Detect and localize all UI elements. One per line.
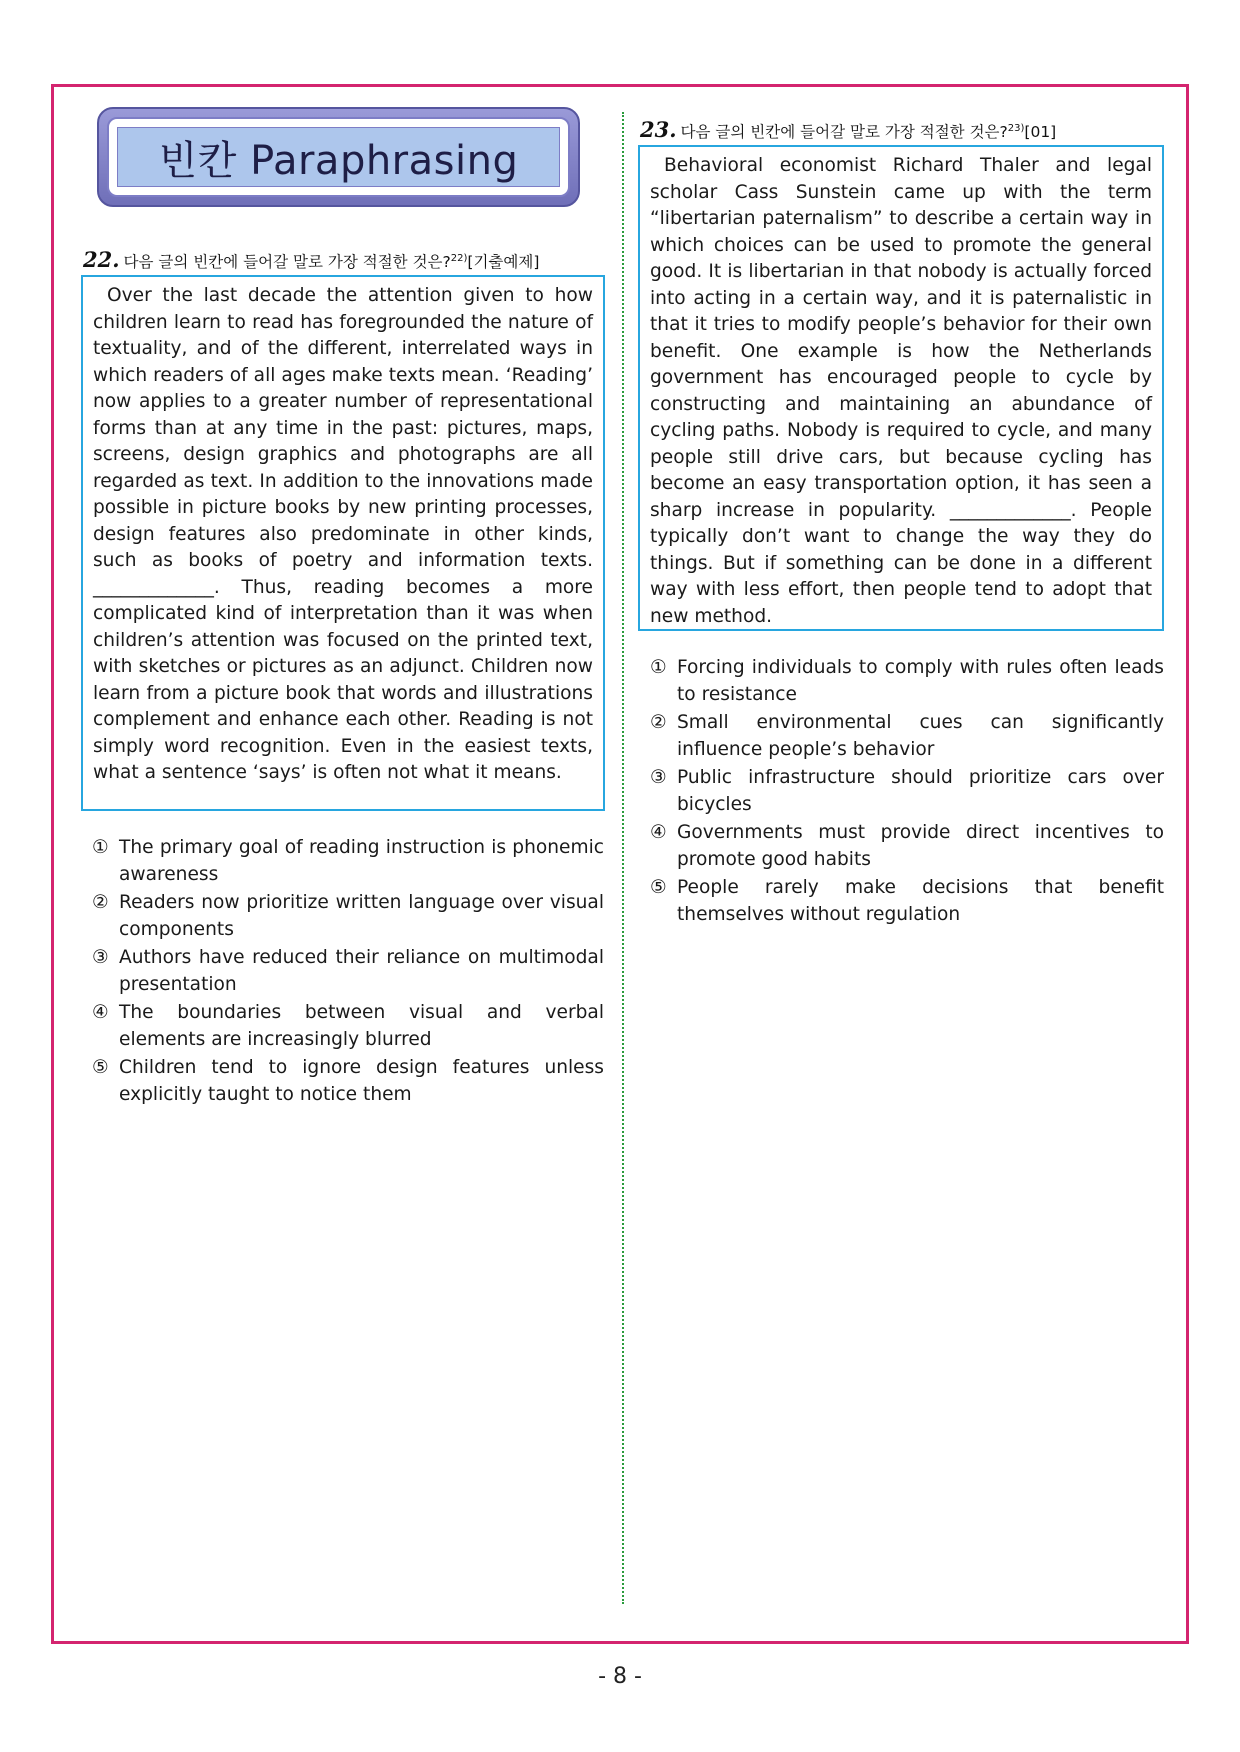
choice-text: Authors have reduced their reliance on multimodal presentation <box>119 947 604 995</box>
choice-2[interactable] <box>92 889 604 943</box>
question-number: 22. <box>83 247 120 272</box>
choice-mark: ② <box>650 712 667 733</box>
choice-text: Governments must provide direct incentives to promote good habits <box>677 822 1164 870</box>
choice-2[interactable] <box>650 709 1164 763</box>
choice-text: Children tend to ignore design features unless explicitly taught to notice them <box>119 1057 604 1105</box>
question-23-choices <box>650 654 1164 929</box>
choice-mark: ③ <box>92 947 109 968</box>
choice-mark: ③ <box>650 767 667 788</box>
choice-text: Forcing individuals to comply with rules often leads to resistance <box>677 657 1164 705</box>
question-number: 23. <box>640 117 677 142</box>
choice-5[interactable] <box>650 874 1164 928</box>
column-divider <box>622 112 624 1604</box>
choice-mark: ① <box>650 657 667 678</box>
passage-text: Over the last decade the attention given to how children learn to read has foregrounded the nature of textuality, and of the different, interrelated ways in which readers of all ages make texts mean. ‘Reading’ now applies to a greater number of representational forms than at any time in the past: pictures, maps, screens, design graphics and photographs are all regarded as text. In addition to the innovations made possible in picture books by new printing processes, design features also predominate in other kinds, such as books of poetry and information texts. _____________. Thus, reading becomes a more complicated kind of interpretation than it was when children’s attention was focused on the printed text, with sketches or pictures as an adjunct. Children now learn from a picture book that words and illustrations complement and enhance each other. Reading is not simply word recognition. Even in the easiest texts, what a sentence ‘says’ is often not what it means. <box>93 285 593 783</box>
question-22-header <box>83 247 539 272</box>
choice-1[interactable] <box>92 834 604 888</box>
choice-text: The boundaries between visual and verbal elements are increasingly blurred <box>119 1002 604 1050</box>
question-prompt: 다음 글의 빈칸에 들어갈 말로 가장 적절한 것은? <box>123 253 451 271</box>
choice-3[interactable] <box>650 764 1164 818</box>
choice-text: Small environmental cues can significantly influence people’s behavior <box>677 712 1164 760</box>
question-23-passage <box>638 145 1164 631</box>
choice-mark: ⑤ <box>92 1057 109 1078</box>
page-number: - 8 - <box>598 1664 642 1689</box>
choice-1[interactable] <box>650 654 1164 708</box>
footnote-ref: 22) <box>450 252 468 264</box>
choice-4[interactable] <box>650 819 1164 873</box>
banner-inner <box>117 127 560 187</box>
question-22-passage <box>81 275 605 811</box>
passage-text: Behavioral economist Richard Thaler and legal scholar Cass Sunstein came up with the term “libertarian paternalism” to describe a certain way in which choices can be used to promote the general good. It is libertarian in that nobody is actually forced into acting in a certain way, and it is paternalistic in that it tries to modify people’s behavior for their own benefit. One example is how the Netherlands government has encouraged people to cycle by constructing and maintaining an abundance of cycling paths. Nobody is required to cycle, and many people still drive cars, but because cycling has become an easy transportation option, it has seen a sharp increase in popularity. _____________. People typically don’t want to change the way they do things. But if something can be done in a different way with less effort, then people tend to adopt that new method. <box>650 155 1152 627</box>
section-title-banner <box>97 107 580 207</box>
choice-4[interactable] <box>92 999 604 1053</box>
footnote-ref: 23) <box>1007 122 1025 134</box>
choice-3[interactable] <box>92 944 604 998</box>
choice-text: The primary goal of reading instruction is phonemic awareness <box>119 837 604 885</box>
choice-mark: ① <box>92 837 109 858</box>
section-title: 빈칸 Paraphrasing <box>158 137 519 184</box>
question-22-choices <box>92 834 604 1109</box>
choice-text: People rarely make decisions that benefit themselves without regulation <box>677 877 1164 925</box>
choice-mark: ④ <box>650 822 667 843</box>
question-tag: [기출예제] <box>467 253 540 271</box>
choice-5[interactable] <box>92 1054 604 1108</box>
choice-mark: ⑤ <box>650 877 667 898</box>
question-23-header <box>640 117 1056 142</box>
choice-text: Readers now prioritize written language over visual components <box>119 892 604 940</box>
choice-text: Public infrastructure should prioritize cars over bicycles <box>677 767 1164 815</box>
choice-mark: ② <box>92 892 109 913</box>
question-prompt: 다음 글의 빈칸에 들어갈 말로 가장 적절한 것은? <box>680 123 1008 141</box>
banner-frame <box>107 117 570 197</box>
question-tag: [01] <box>1024 123 1057 141</box>
choice-mark: ④ <box>92 1002 109 1023</box>
